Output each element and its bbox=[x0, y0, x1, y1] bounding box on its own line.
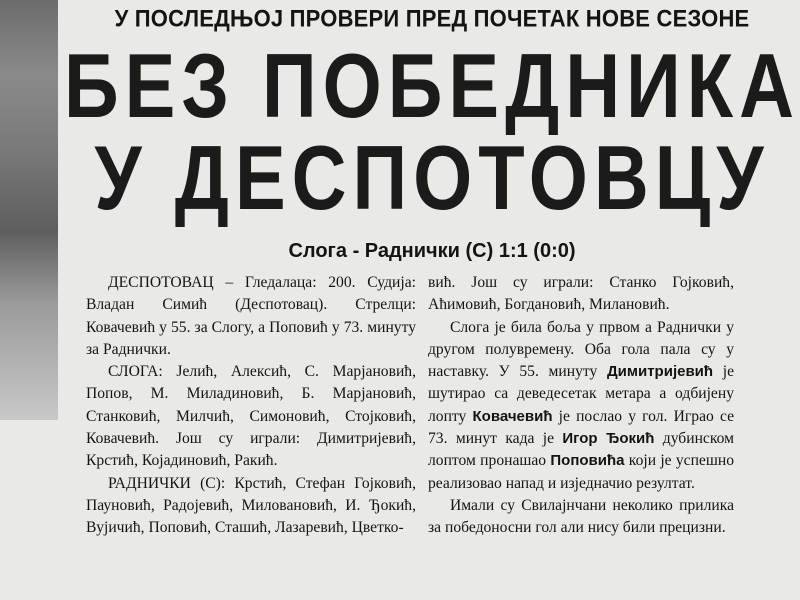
headline-line-2: У ДЕСПОТОВЦУ bbox=[94, 127, 770, 230]
match-result: Слога - Раднички (С) 1:1 (0:0) bbox=[288, 240, 576, 262]
article-column-left bbox=[86, 272, 416, 600]
player-name: Ковачевић bbox=[472, 407, 553, 425]
article-column-right bbox=[428, 272, 734, 600]
kicker-line: У ПОСЛЕДЊОЈ ПРОВЕРИ ПРЕД ПОЧЕТАК НОВЕ СЕЗОНЕ bbox=[114, 4, 750, 32]
summary-text: је послао у гол. Играо се 73. минут када је bbox=[428, 407, 734, 448]
photo-edge bbox=[0, 0, 58, 420]
summary-text: дубинском лоптом пронашао bbox=[428, 430, 734, 470]
match-summary-paragraph bbox=[428, 317, 734, 495]
headline-line-1: БЕЗ ПОБЕДНИКА bbox=[64, 35, 800, 138]
player-name: Игор Ђокић bbox=[562, 430, 655, 448]
match-report-paragraph: ДЕСПОТОВАЦ – Гледалаца: 200. Судија: Владан Симић (Деспотовац). Стрелци: Ковачевић у 55. за Слогу, а Поповић у 73. минуту за Раднички. bbox=[86, 274, 416, 358]
closing-paragraph: Имали су Свилајнчани неколико прилика за победоносни гол али нису били прецизни. bbox=[428, 496, 734, 537]
summary-text: који је успешно реализовао напад и изједначио резултат. bbox=[428, 452, 734, 492]
radnicki-lineup-paragraph: РАДНИЧКИ (С): Крстић, Стефан Гојковић, Пауновић, Радојевић, Миловановић, И. Ђокић, Вујичић, Поповић, Сташић, Лазаревић, Цветко- bbox=[86, 474, 416, 537]
summary-text: је шутирао са деведесетак метара а одбијену лопту bbox=[428, 363, 734, 425]
sloga-lineup-paragraph: СЛОГА: Јелић, Алексић, С. Марјановић, Попов, М. Миладиновић, Б. Марјановић, Станковић, Милчић, Симоновић, Стојковић, Ковачевић. Још су играли: Димитријевић, Крстић, Којадиновић, Ракић. bbox=[86, 363, 416, 470]
substitutes-paragraph: вић. Још су играли: Станко Гојковић, Аћимовић, Богдановић, Милановић. bbox=[428, 274, 734, 314]
player-name: Поповића bbox=[550, 452, 625, 470]
summary-text: Слога је била боља у првом а Раднички у другом полувремену. Оба гола пала су у наставку. У 55. минуту bbox=[428, 318, 734, 381]
player-name: Димитријевић bbox=[606, 363, 714, 381]
